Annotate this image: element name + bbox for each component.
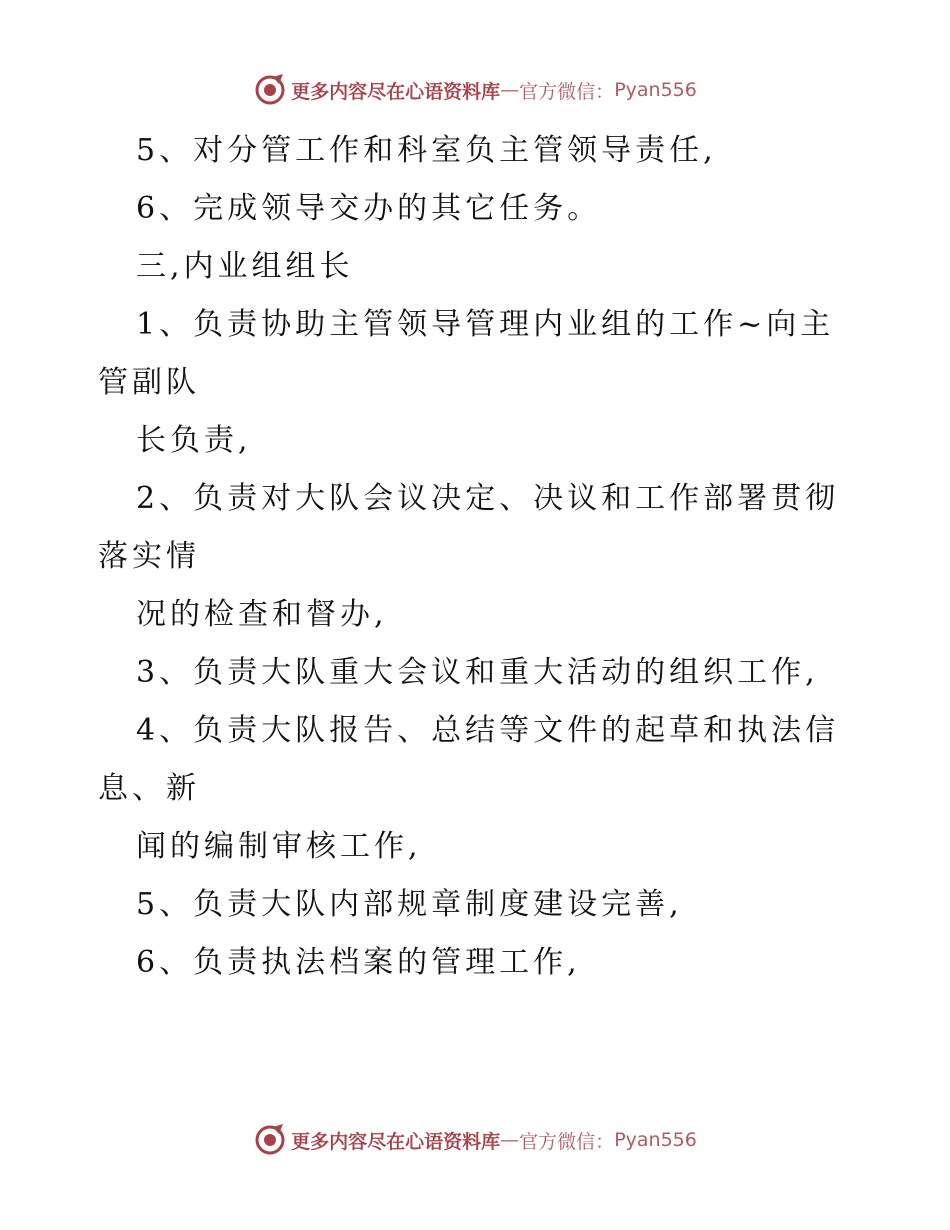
text-line: 3、负责大队重大会议和重大活动的组织工作, (136, 655, 819, 690)
watermark-separator: — (500, 1129, 520, 1151)
quill-seal-icon (253, 73, 287, 107)
document-body (98, 122, 838, 992)
text-line: 管副队 (98, 365, 200, 400)
text-line: 5、负责大队内部规章制度建设完善, (136, 887, 683, 922)
text-line: 1、负责协助主管领导管理内业组的工作~向主 (136, 307, 835, 342)
watermark-title: 更多内容尽在心语资料库 (291, 80, 501, 103)
text-line: 息、新 (98, 771, 200, 806)
text-line: 长负责, (136, 423, 252, 458)
text-line: 6、完成领导交办的其它任务。 (136, 191, 602, 226)
text-line: 5、对分管工作和科室负主管领导责任, (136, 133, 717, 168)
watermark-wechat-label: 官方微信： (519, 1130, 615, 1153)
text-line: 闻的编制审核工作, (136, 829, 422, 864)
watermark-wechat-label: 官方微信： (519, 80, 615, 103)
text-line: 6、负责执法档案的管理工作, (136, 945, 581, 980)
section-heading: 三,内业组组长 (136, 249, 354, 284)
quill-seal-icon (253, 1123, 287, 1157)
text-line: 2、负责对大队会议决定、决议和工作部署贯彻 (136, 481, 840, 516)
text-line: 落实情 (98, 539, 200, 574)
watermark-wechat-id: Pyan556 (614, 79, 697, 101)
watermark-wechat-id: Pyan556 (614, 1129, 697, 1151)
watermark-separator: — (500, 79, 520, 101)
watermark-footer (0, 1120, 950, 1160)
text-line: 4、负责大队报告、总结等文件的起草和执法信 (136, 713, 840, 748)
watermark-header (0, 70, 950, 110)
watermark-title: 更多内容尽在心语资料库 (291, 1130, 501, 1153)
text-line: 况的检查和督办, (136, 597, 388, 632)
